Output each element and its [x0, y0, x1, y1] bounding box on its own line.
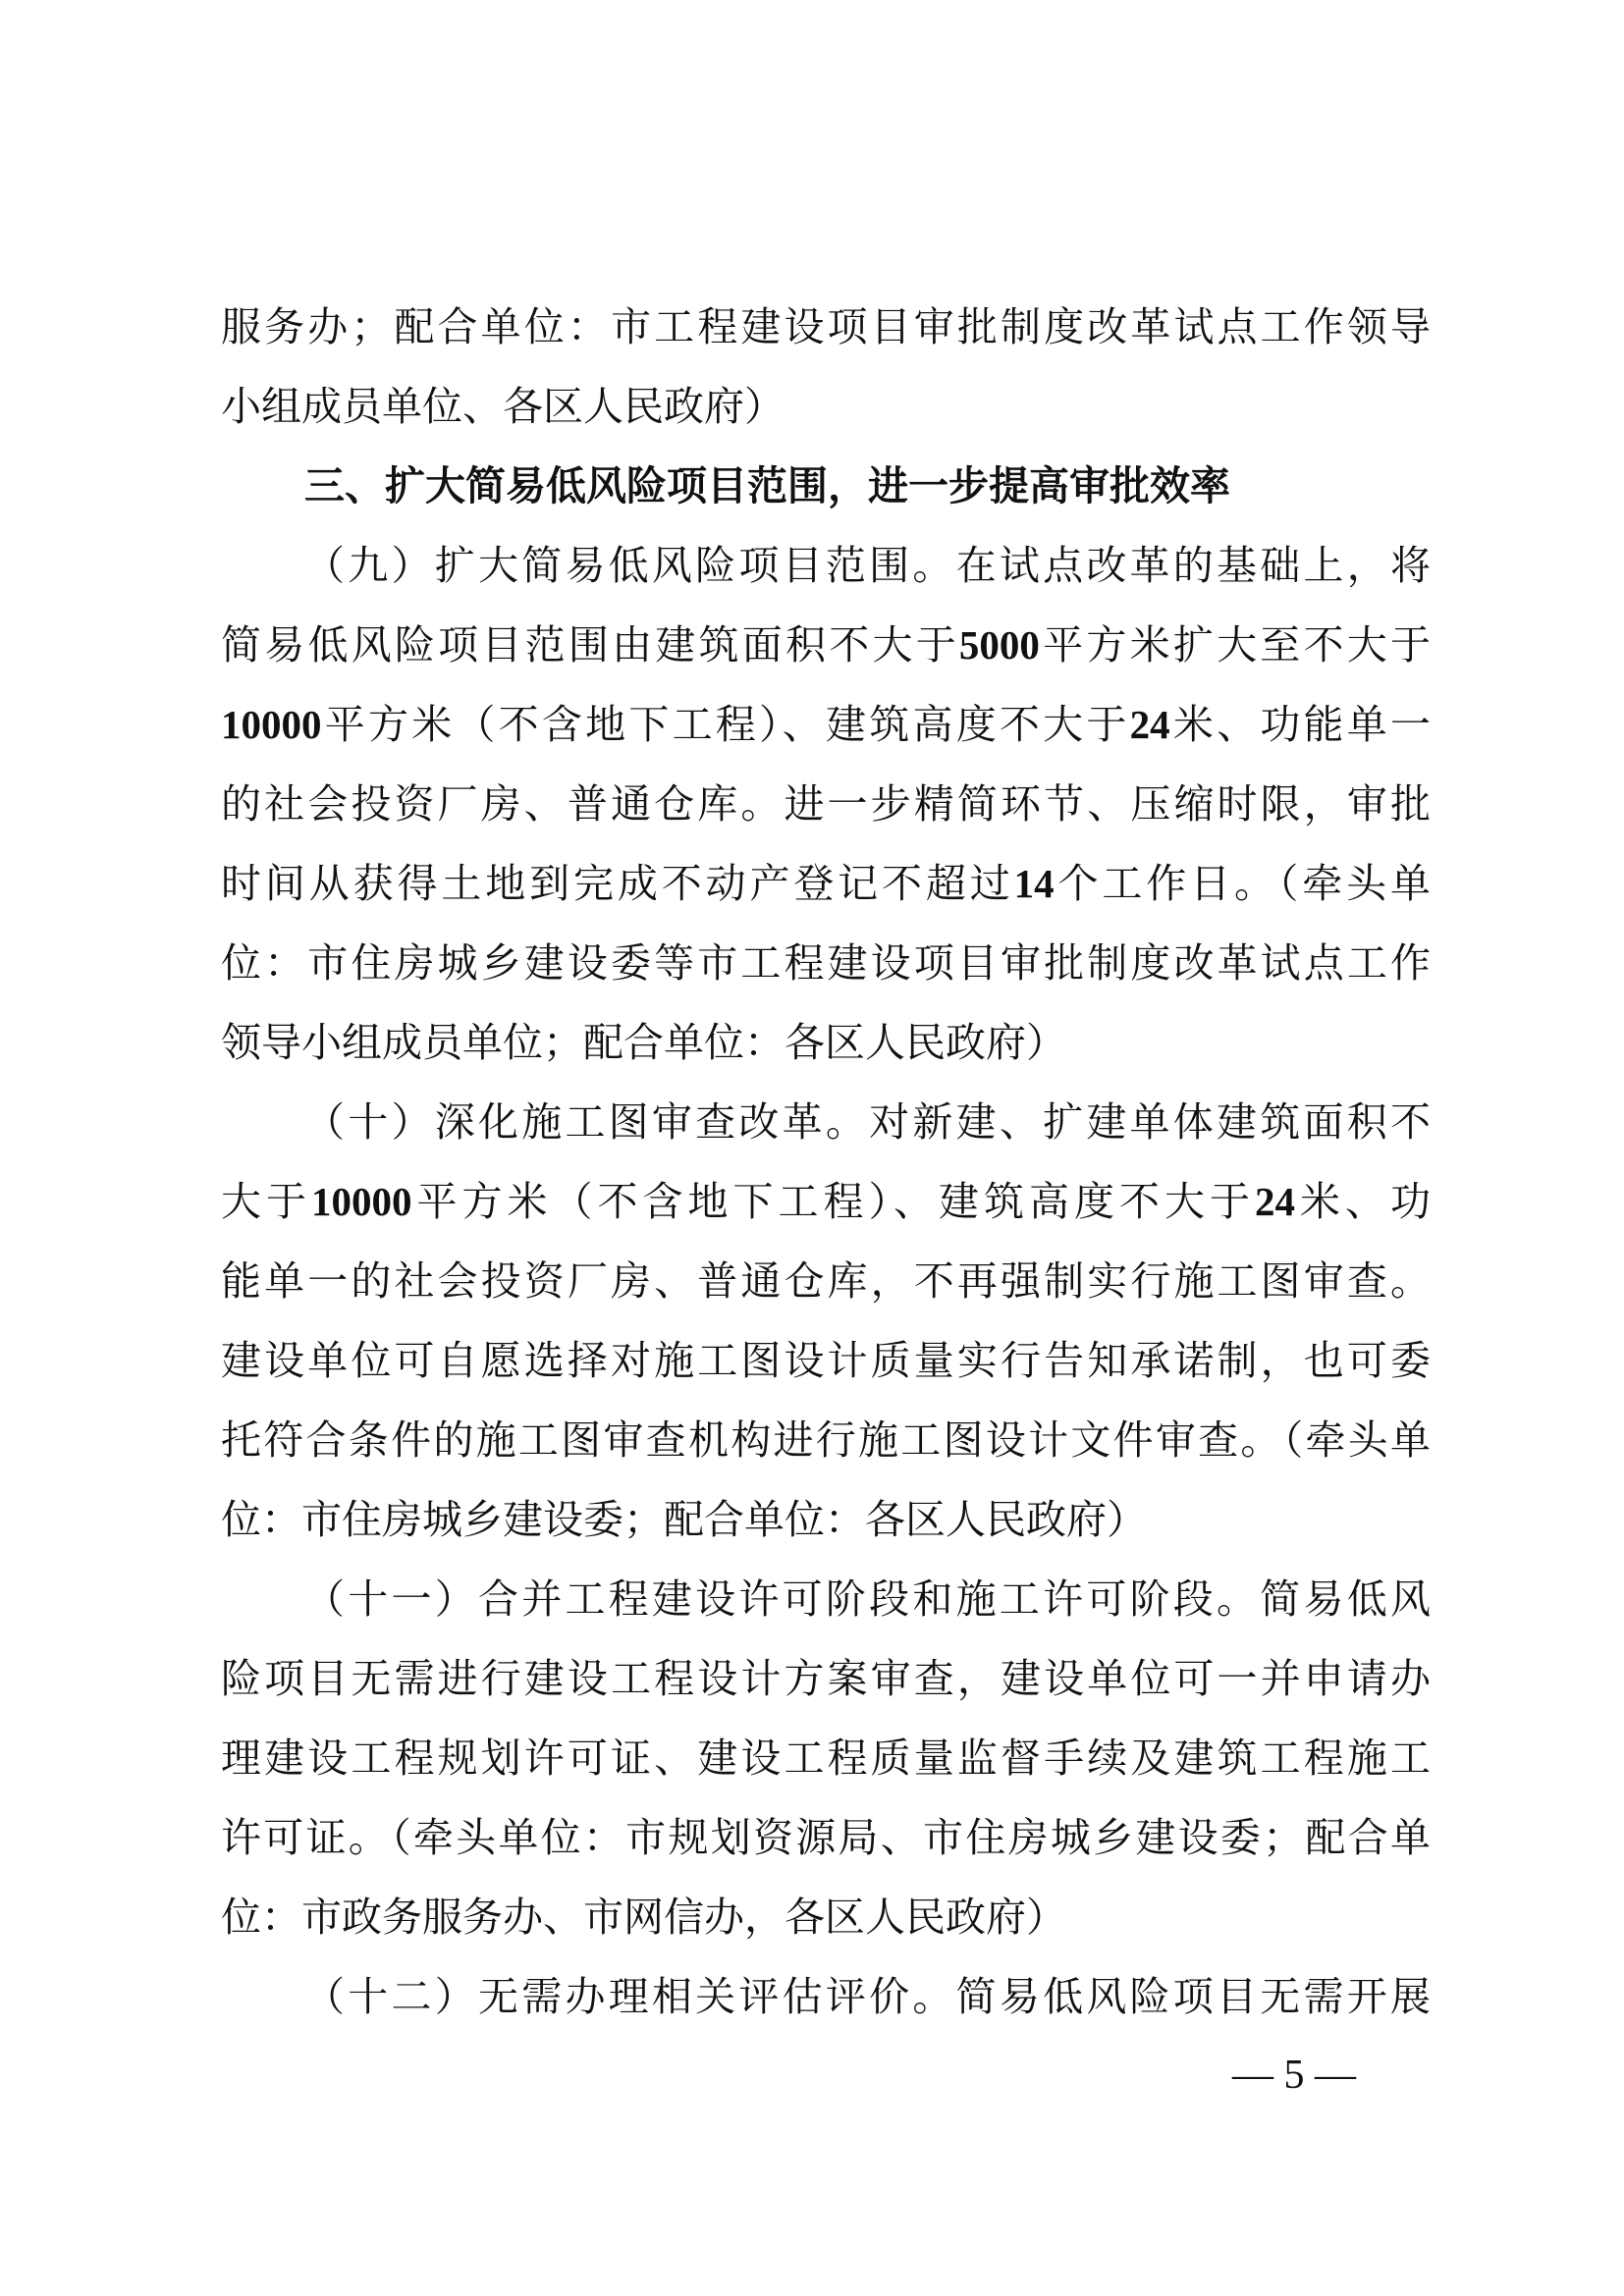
text-line: 服务办；配合单位：市工程建设项目审批制度改革试点工作领导 [221, 303, 1431, 350]
text-line: 大于10000平方米（不含地下工程）、建筑高度不大于24米、功 [221, 1178, 1431, 1225]
text-line: 位：市住房城乡建设委；配合单位：各区人民政府） [221, 1496, 1147, 1543]
section-heading: 三、扩大简易低风险项目范围，进一步提高审批效率 [304, 462, 1230, 509]
text-line: 10000平方米（不含地下工程）、建筑高度不大于24米、功能单一 [221, 701, 1432, 748]
text-line: 位：市住房城乡建设委等市工程建设项目审批制度改革试点工作 [221, 939, 1431, 987]
text-line: 能单一的社会投资厂房、普通仓库，不再强制实行施工图审查。 [221, 1257, 1431, 1305]
text-line: （十一）合并工程建设许可阶段和施工许可阶段。简易低风 [304, 1575, 1431, 1623]
text-line: 许可证。（牵头单位：市规划资源局、市住房城乡建设委；配合单 [221, 1814, 1431, 1861]
text-line: （十）深化施工图审查改革。对新建、扩建单体建筑面积不 [304, 1098, 1431, 1146]
text-line: 时间从获得土地到完成不动产登记不超过14个工作日。（牵头单 [221, 860, 1432, 907]
page-number: — 5 — [1232, 2053, 1356, 2098]
text-line: 险项目无需进行建设工程设计方案审查，建设单位可一并申请办 [221, 1655, 1431, 1702]
text-line: 理建设工程规划许可证、建设工程质量监督手续及建筑工程施工 [221, 1735, 1431, 1782]
text-line: 位：市政务服务办、市网信办，各区人民政府） [221, 1894, 1066, 1941]
text-line: （九）扩大简易低风险项目范围。在试点改革的基础上，将 [304, 542, 1431, 589]
text-line: 建设单位可自愿选择对施工图设计质量实行告知承诺制，也可委 [221, 1337, 1431, 1384]
text-line: 托符合条件的施工图审查机构进行施工图设计文件审查。（牵头单 [221, 1416, 1431, 1464]
text-line: 简易低风险项目范围由建筑面积不大于5000平方米扩大至不大于 [221, 621, 1431, 668]
text-line: 的社会投资厂房、普通仓库。进一步精简环节、压缩时限，审批 [221, 780, 1431, 828]
text-line: 小组成员单位、各区人民政府） [221, 383, 785, 430]
text-line: （十二）无需办理相关评估评价。简易低风险项目无需开展 [304, 1973, 1431, 2020]
text-line: 领导小组成员单位；配合单位：各区人民政府） [221, 1019, 1066, 1066]
